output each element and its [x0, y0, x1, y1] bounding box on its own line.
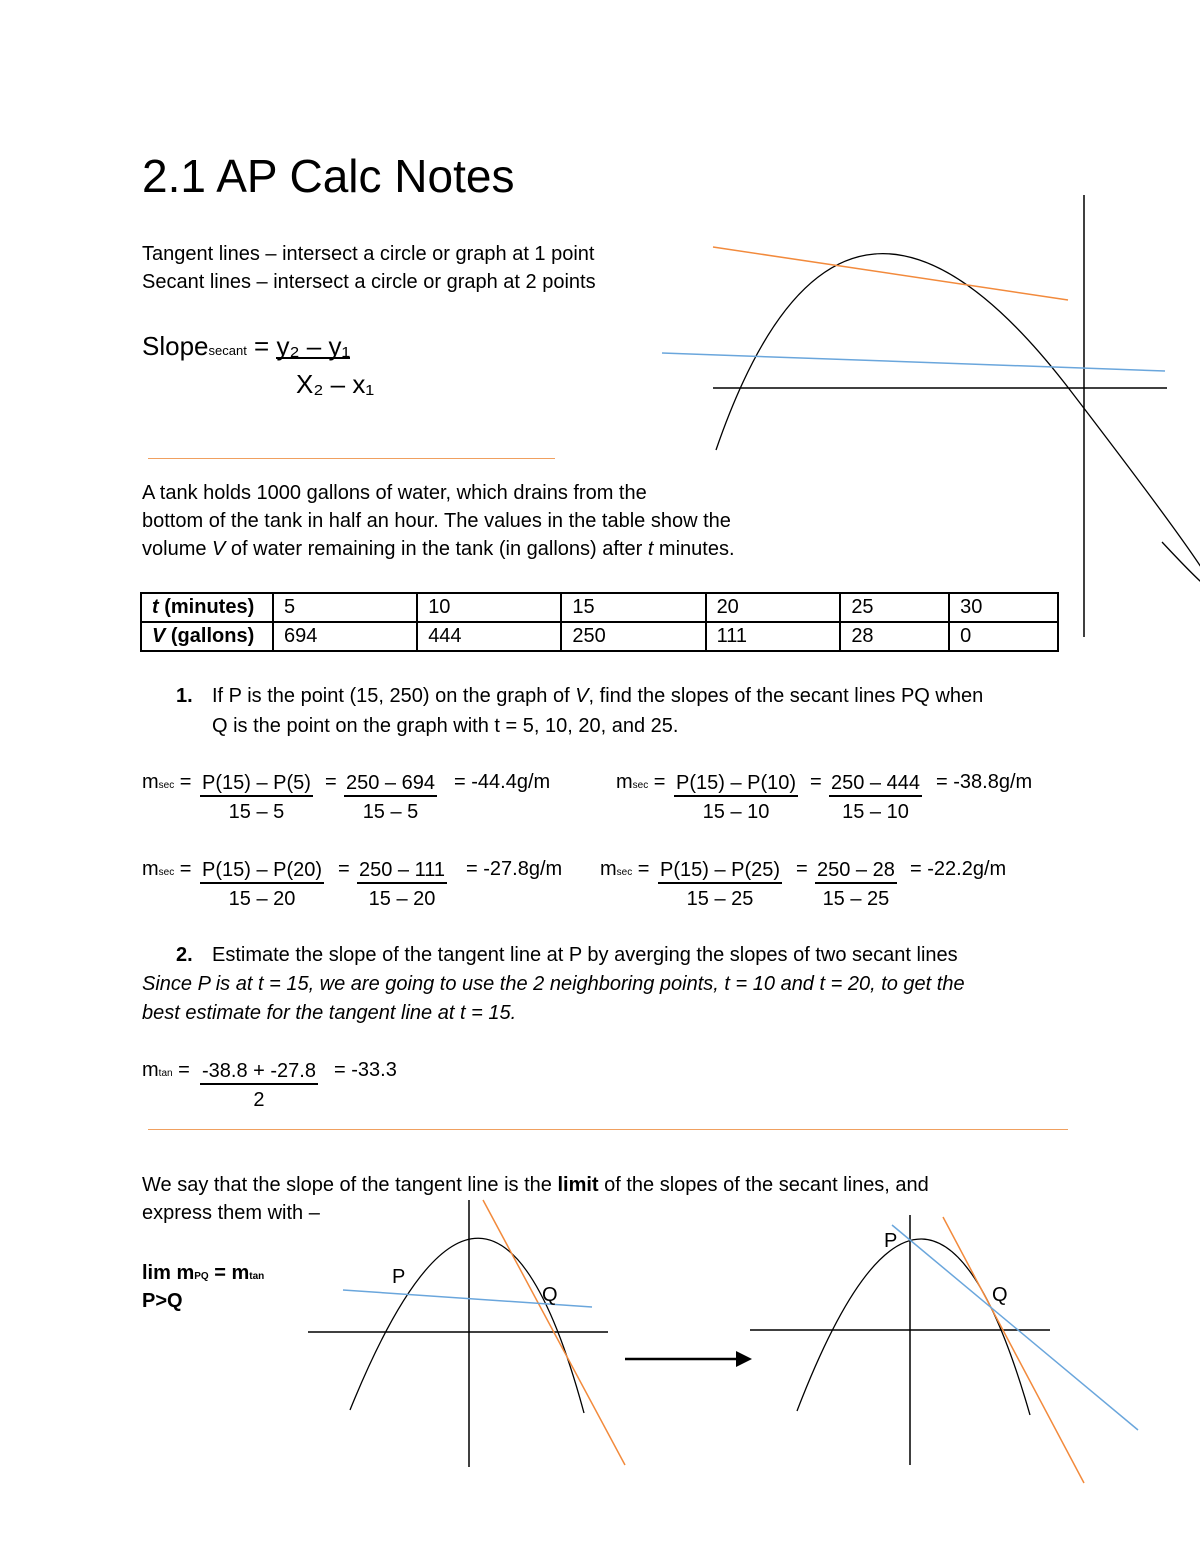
question-2-italic-2: best estimate for the tangent line at t = 15.	[142, 1002, 517, 1024]
fraction	[658, 857, 782, 914]
m-subscript: sec	[158, 867, 175, 878]
slope-subscript: secant	[208, 343, 247, 358]
table-cell: 111	[706, 622, 841, 651]
secant-definition: Secant lines – intersect a circle or graph at 2 points	[142, 271, 596, 293]
section-divider	[148, 1129, 1068, 1130]
q1-text: If P is the point (15, 250) on the graph of	[212, 685, 576, 707]
table-row	[141, 622, 1058, 651]
question-2-italic-1: Since P is at t = 15, we are going to use the 2 neighboring points, t = 10 and t = 20, to get the	[142, 973, 965, 995]
problem-line-1: A tank holds 1000 gallons of water, which drains from the	[142, 482, 647, 504]
fraction-numerator: P(15) – P(25)	[658, 858, 782, 884]
question-2-text: Estimate the slope of the tangent line at P by averging the slopes of two secant lines	[212, 944, 958, 966]
secant-result-2: = -38.8g/m	[936, 771, 1033, 793]
table-cell: 10	[417, 593, 561, 622]
data-table	[140, 592, 1059, 652]
variable-v: V	[575, 685, 589, 707]
curve	[797, 1239, 1030, 1415]
limit-under: P>Q	[142, 1290, 183, 1312]
bottom-left-graph	[300, 1195, 640, 1475]
limit-text: of the slopes of the secant lines, and	[598, 1174, 929, 1196]
arrow-icon	[620, 1345, 760, 1375]
problem-text: minutes.	[653, 538, 735, 560]
table-cell: 694	[273, 622, 417, 651]
equals: =	[637, 858, 650, 880]
point-q-label: Q	[542, 1284, 558, 1306]
m-label: m	[142, 1059, 159, 1081]
question-1-text	[212, 682, 983, 710]
fraction-numerator: -38.8 + -27.8	[200, 1059, 318, 1085]
lim-subscript: tan	[249, 1271, 265, 1282]
lim-subscript: PQ	[194, 1271, 209, 1282]
fraction-numerator: 250 – 444	[829, 771, 922, 797]
equals: =	[179, 858, 192, 880]
header-var: t	[152, 596, 159, 618]
m-label: m	[142, 858, 159, 880]
equals: =	[325, 771, 337, 793]
fraction-numerator: P(15) – P(10)	[674, 771, 798, 797]
fraction-denominator: 15 – 5	[228, 801, 285, 823]
fraction-denominator: 15 – 5	[362, 801, 419, 823]
problem-text: of water remaining in the tank (in gallons) after	[225, 538, 648, 560]
equals: =	[653, 771, 666, 793]
equals: =	[178, 1059, 190, 1081]
problem-line-2: bottom of the tank in half an hour. The values in the table show the	[142, 510, 731, 532]
equals: =	[796, 858, 808, 880]
secant-calc-3	[142, 855, 191, 887]
secant-calc-2	[616, 768, 665, 800]
point-p-label: P	[884, 1230, 898, 1252]
header-unit: (minutes)	[158, 596, 255, 618]
point-p-label: P	[392, 1266, 406, 1288]
limit-text: We say that the slope of the tangent line is the	[142, 1174, 558, 1196]
curve	[716, 254, 1200, 591]
m-subscript: sec	[632, 780, 649, 791]
table-header-t	[141, 593, 273, 622]
question-1-text-line-2: Q is the point on the graph with t = 5, 10, 20, and 25.	[212, 715, 679, 737]
fraction-denominator: 15 – 20	[368, 888, 436, 910]
fraction	[357, 857, 447, 914]
table-header-v	[141, 622, 273, 651]
table-cell: 5	[273, 593, 417, 622]
header-unit: (gallons)	[165, 625, 255, 647]
slope-formula	[142, 330, 350, 367]
fraction-denominator: 15 – 25	[822, 888, 890, 910]
fraction	[829, 770, 922, 827]
fraction-denominator: 15 – 10	[702, 801, 770, 823]
equals: =	[810, 771, 822, 793]
secant-line	[662, 353, 1165, 371]
top-graph	[647, 190, 1180, 640]
slope-denominator: X₂ – x₁	[296, 369, 375, 399]
table-row	[141, 593, 1058, 622]
fraction	[200, 770, 313, 827]
m-label: m	[616, 771, 633, 793]
tangent-estimate	[142, 1056, 190, 1088]
tangent-definition: Tangent lines – intersect a circle or graph at 1 point	[142, 243, 595, 265]
fraction	[815, 857, 897, 914]
m-subscript: sec	[616, 867, 633, 878]
fraction-denominator: 2	[253, 1089, 265, 1111]
point-q-label: Q	[992, 1284, 1008, 1306]
fraction	[200, 857, 324, 914]
limit-text-2: express them with –	[142, 1202, 320, 1224]
secant-result-4: = -22.2g/m	[910, 858, 1007, 880]
fraction	[200, 1058, 318, 1115]
problem-line-3	[142, 535, 735, 563]
table-cell: 0	[949, 622, 1058, 651]
slope-equals: =	[254, 331, 270, 361]
table-cell: 15	[561, 593, 705, 622]
m-subscript: sec	[158, 780, 175, 791]
m-label: m	[600, 858, 617, 880]
header-var: V	[152, 625, 166, 647]
fraction-denominator: 15 – 25	[686, 888, 754, 910]
table-cell: 25	[840, 593, 949, 622]
fraction	[344, 770, 437, 827]
table-cell: 444	[417, 622, 561, 651]
equals: =	[338, 858, 350, 880]
slope-numerator: y₂ – y₁	[276, 331, 351, 361]
secant-line	[892, 1225, 1138, 1430]
table-cell: 250	[561, 622, 705, 651]
fraction-numerator: P(15) – P(20)	[200, 858, 324, 884]
limit-word: limit	[557, 1174, 599, 1196]
table-cell: 20	[706, 593, 841, 622]
fraction-denominator: 15 – 10	[842, 801, 909, 823]
fraction-numerator: 250 – 28	[815, 858, 897, 884]
m-subscript: tan	[158, 1068, 173, 1079]
tangent-line	[713, 247, 1068, 300]
tangent-line	[943, 1217, 1084, 1483]
m-label: m	[142, 771, 159, 793]
secant-result-1: = -44.4g/m	[454, 771, 551, 793]
variable-v: V	[212, 538, 226, 560]
q1-text: , find the slopes of the secant lines PQ when	[588, 685, 984, 707]
table-cell: 30	[949, 593, 1058, 622]
fraction-numerator: P(15) – P(5)	[200, 771, 313, 797]
table-cell: 28	[840, 622, 949, 651]
lim-equals: = m	[208, 1262, 250, 1284]
tangent-result: = -33.3	[334, 1059, 397, 1081]
secant-calc-4	[600, 855, 649, 887]
problem-text: volume	[142, 538, 213, 560]
lim-label: lim m	[142, 1262, 195, 1284]
slope-label: Slope	[142, 331, 209, 361]
fraction-numerator: 250 – 111	[357, 858, 447, 884]
variable-t: t	[647, 538, 654, 560]
fraction	[674, 770, 798, 827]
fraction-denominator: 15 – 20	[228, 888, 296, 910]
question-2-number: 2.	[176, 944, 193, 966]
question-1-number: 1.	[176, 685, 193, 707]
fraction-numerator: 250 – 694	[344, 771, 437, 797]
bottom-right-graph	[740, 1215, 1160, 1495]
curve	[350, 1238, 584, 1413]
section-divider	[148, 458, 555, 459]
secant-calc-1	[142, 768, 191, 800]
secant-result-3: = -27.8g/m	[466, 858, 563, 880]
page-title: 2.1 AP Calc Notes	[142, 150, 515, 202]
equals: =	[179, 771, 192, 793]
